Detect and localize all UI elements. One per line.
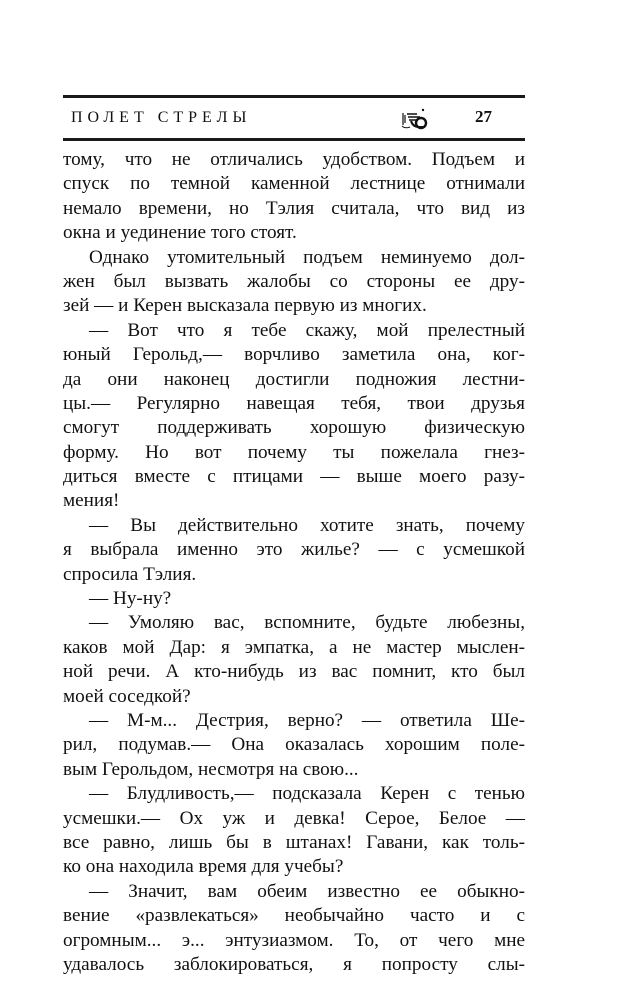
text-line: смогут поддерживать хорошую физическую: [63, 417, 525, 439]
text-line: — Значит, вам обеим известно ее обыкно-: [89, 880, 525, 902]
text-line: юный Герольд,— ворчливо заметила она, ког-: [63, 344, 525, 366]
text-line: — Вот что я тебе скажу, мой прелестный: [89, 319, 525, 341]
page-number: 27: [475, 107, 492, 126]
text-line: — Блудливость,— подсказала Керен с тенью: [89, 783, 525, 805]
text-line: ко она находила время для учебы?: [63, 856, 344, 878]
text-line: спуск по темной каменной лестнице отнимали: [63, 173, 525, 195]
text-line: ной речи. А кто-нибудь из вас помнит, кто был: [63, 661, 525, 683]
text-line: цы.— Регулярно навещая тебя, твои друзья: [63, 392, 525, 414]
book-page: [63, 95, 525, 977]
text-line: немало времени, но Тэлия считала, что вид из: [63, 197, 525, 219]
dragon-ornament-icon: [399, 107, 429, 131]
text-line: жен был вызвать жалобы со стороны ее дру-: [63, 270, 525, 292]
text-line: — Ну-ну?: [89, 588, 172, 610]
text-line: вым Герольдом, несмотря на свою...: [63, 758, 359, 780]
running-head: [63, 98, 525, 138]
text-line: Однако утомительный подъем неминуемо дол-: [89, 246, 525, 268]
text-line: да они наконец достигли подножия лестни-: [63, 368, 525, 390]
text-line: спросила Тэлия.: [63, 563, 197, 585]
text-line: огромным... э... энтузиазмом. То, от чего мне: [63, 929, 525, 951]
text-line: каков мой Дар: я эмпатка, а не мастер мыслен-: [63, 636, 525, 658]
text-line: зей — и Керен высказала первую из многих.: [63, 295, 427, 317]
text-line: диться вместе с птицами — выше моего разу-: [63, 466, 525, 488]
text-line: рил, подумав.— Она оказалась хорошим поле-: [63, 734, 525, 756]
text-line: я выбрала именно это жилье? — с усмешкой: [63, 539, 525, 561]
text-line: усмешки.— Ох уж и девка! Серое, Белое —: [63, 807, 525, 829]
text-line: все равно, лишь бы в штанах! Гавани, как толь-: [63, 831, 525, 853]
text-line: — М-м... Дестрия, верно? — ответила Ше-: [89, 709, 525, 731]
text-line: мения!: [63, 490, 120, 512]
text-line: моей соседкой?: [63, 685, 191, 707]
header-bottom-rule: [63, 138, 525, 141]
running-title: ПОЛЕТ СТРЕЛЫ: [71, 109, 252, 126]
text-line: — Вы действительно хотите знать, почему: [89, 514, 525, 536]
body-text: [63, 148, 525, 977]
text-line: удавалось заблокироваться, я попросту слы-: [63, 953, 525, 975]
text-line: вение «развлекаться» необычайно часто и с: [63, 905, 525, 927]
text-line: тому, что не отличались удобством. Подъем и: [63, 149, 525, 170]
text-line: окна и уединение того стоят.: [63, 222, 297, 244]
text-line: форму. Но вот почему ты пожелала гнез-: [63, 441, 525, 463]
text-line: — Умоляю вас, вспомните, будьте любезны,: [89, 612, 525, 634]
